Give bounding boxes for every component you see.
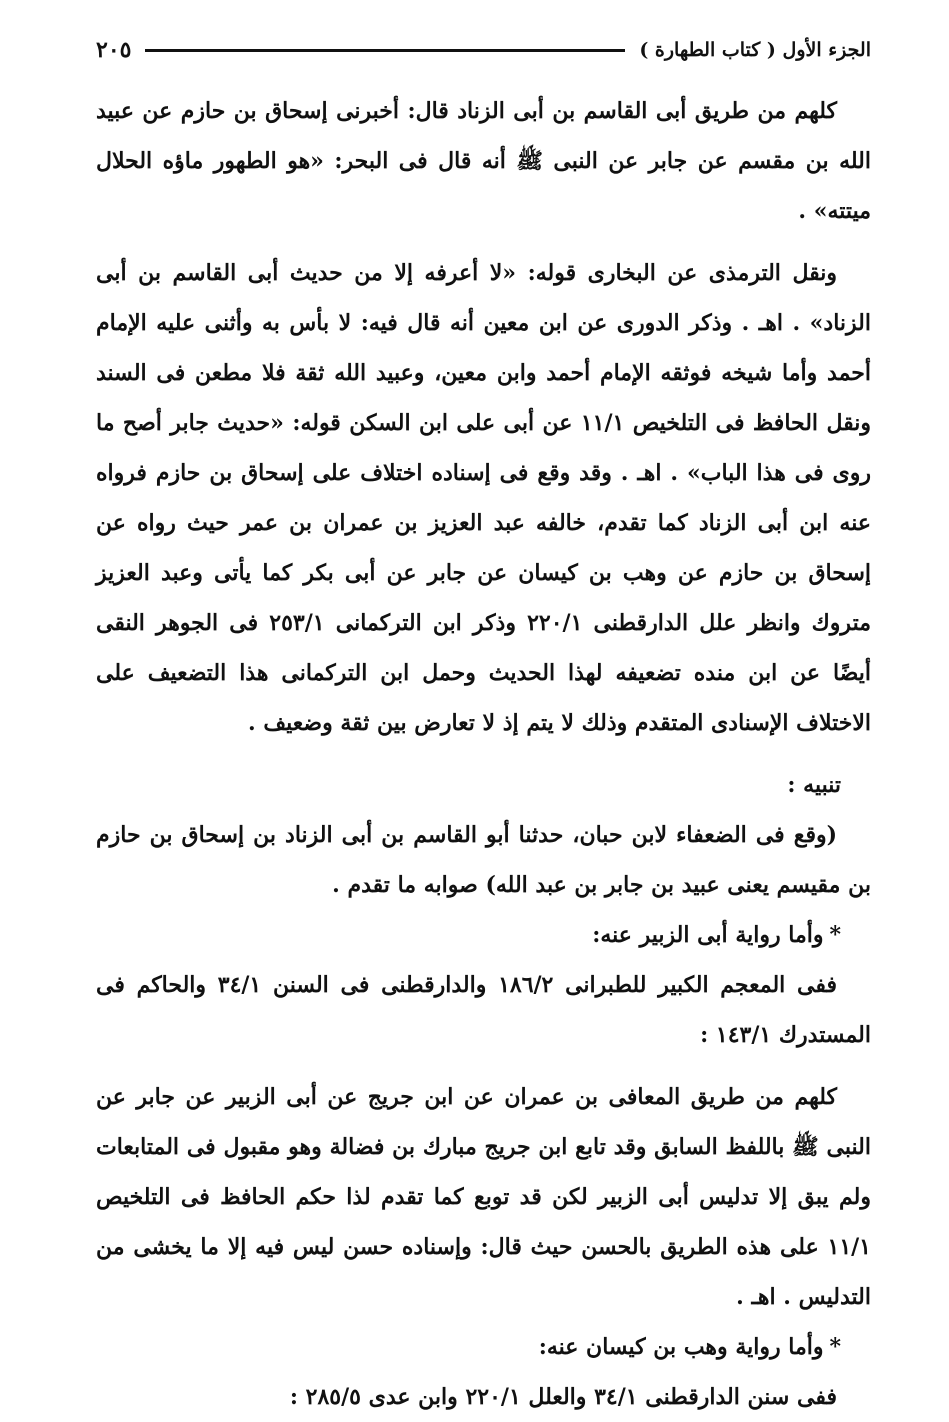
paragraph-chain-abu-qasim: كلهم من طريق أبى القاسم بن أبى الزناد قال: أخبرنى إسحاق بن حازم عن عبيد الله بن مقسم عن جابر عن النبى ﷺ أنه قال فى البحر: «هو الطهور ماؤه الحلال ميتته» . bbox=[96, 98, 871, 224]
paragraph-tabarani-sources: ففى المعجم الكبير للطبرانى ١٨٦/٢ والدارقطنى فى السنن ٣٤/١ والحاكم فى المستدرك ١٤٣/١ : bbox=[96, 972, 871, 1048]
running-title: الجزء الأول ( كتاب الطهارة ) bbox=[639, 39, 871, 61]
heading-tanbih: تنبيه : bbox=[787, 772, 841, 798]
asterisk-icon: * bbox=[829, 1334, 841, 1360]
paragraph-tanbih-text: (وقع فى الضعفاء لابن حبان، حدثنا أبو القاسم بن أبى الزناد بن إسحاق بن حازم بن مقيسم يعنى عبيد بن جابر بن عبد الله) صوابه ما تقدم . bbox=[96, 822, 871, 898]
page-number: ٢٠٥ bbox=[96, 37, 132, 63]
page-body bbox=[96, 86, 871, 1422]
spacer bbox=[96, 236, 871, 248]
paragraph-daraqutni-sources: ففى سنن الدارقطنى ٣٤/١ والعلل ٢٢٠/١ وابن عدى ٢٨٥/٥ : bbox=[289, 1384, 837, 1410]
spacer bbox=[96, 1060, 871, 1072]
heading-abu-zubayr bbox=[96, 910, 871, 960]
header-rule bbox=[145, 49, 625, 52]
paragraph-tirmidhi-note: ونقل الترمذى عن البخارى قوله: «لا أعرفه إلا من حديث أبى القاسم بن أبى الزناد» . اهـ . وذكر الدورى عن ابن معين أنه قال فيه: لا بأس به وأثنى عليه الإمام أحمد وأما شيخه فوثقه الإمام أحمد وابن معين، وعبيد الله ثقة فلا مطعن فى السند ونقل الحافظ فى التلخيص ١١/١ عن أبى على ابن السكن قوله: «حديث جابر أصح ما روى فى هذا الباب» . اهـ . وقد وقع فى إسناده اختلاف على إسحاق بن حازم فرواه عنه ابن أبى الزناد كما تقدم، خالفه عبد العزيز بن عمران بن عمر حيث رواه عن إسحاق بن حازم عن وهب بن كيسان عن جابر عن أبى بكر كما يأتى وعبد العزيز متروك وانظر علل الدارقطنى ٢٢٠/١ وذكر ابن التركمانى ٢٥٣/١ فى الجوهر النقى أيضًا عن ابن منده تضعيفه لهذا الحديث وحمل ابن التركمانى هذا التضعيف على الاختلاف الإسنادى المتقدم وذلك لا يتم إذ لا تعارض بين ثقة وضعيف . bbox=[96, 260, 871, 736]
spacer bbox=[96, 748, 871, 760]
heading-wahb-kaysan-text: وأما رواية وهب بن كيسان عنه: bbox=[538, 1334, 824, 1360]
paragraph-muafa-chain: كلهم من طريق المعافى بن عمران عن ابن جريج عن أبى الزبير عن جابر عن النبى ﷺ باللفظ السابق وقد تابع ابن جريج مبارك بن فضالة وهو مقبول فى المتابعات ولم يبق إلا تدليس أبى الزبير لكن قد توبع كما تقدم لذا حكم الحافظ فى التلخيص ١١/١ على هذه الطريق بالحسن حيث قال: وإسناده حسن ليس فيه إلا ما يخشى من التدليس . اهـ . bbox=[96, 1084, 871, 1310]
page-header bbox=[96, 28, 871, 72]
asterisk-icon: * bbox=[829, 922, 841, 948]
heading-abu-zubayr-text: وأما رواية أبى الزبير عنه: bbox=[592, 922, 824, 948]
